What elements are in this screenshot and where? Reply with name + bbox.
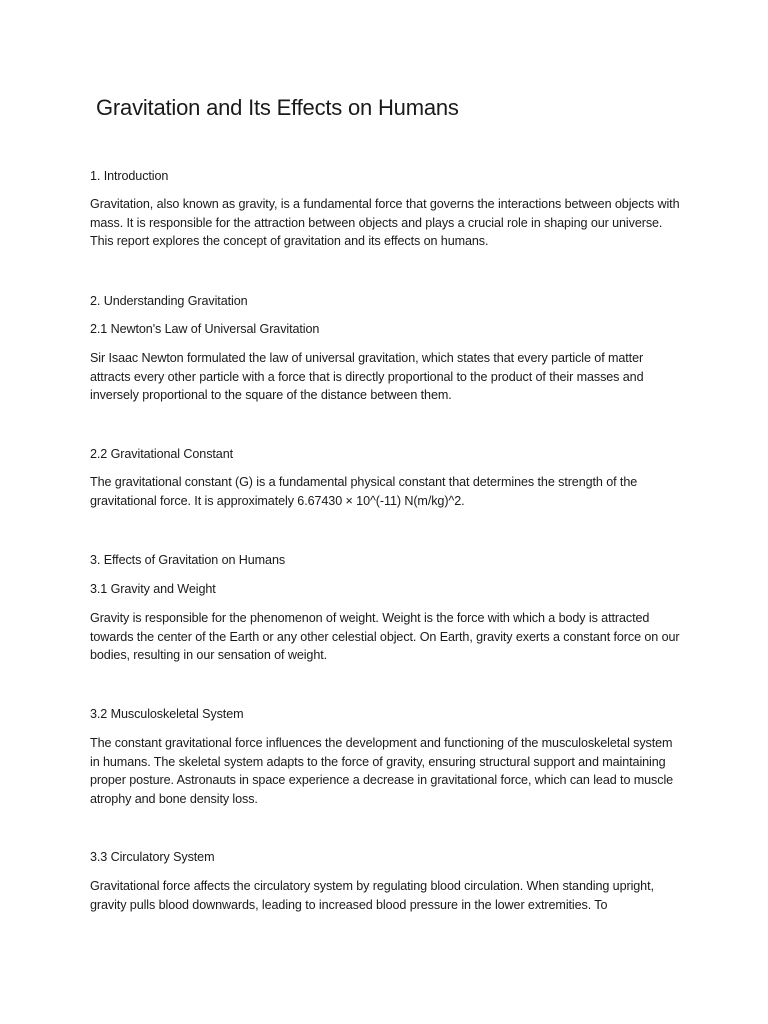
- section-paragraph-introduction: Gravitation, also known as gravity, is a fundamental force that governs the interactions between objects with mass. It is responsible for the attraction between objects and plays a crucial role in shaping our universe. This report explores the concept of gravitation and its effects on humans.: [90, 197, 680, 249]
- section-paragraph-gravitational-constant: The gravitational constant (G) is a fundamental physical constant that determines the strength of the gravitational force. It is approximately 6.67430 × 10^(-11) N(m/kg)^2.: [90, 475, 638, 508]
- section-paragraph-newtons-law: Sir Isaac Newton formulated the law of universal gravitation, which states that every particle of matter attracts every other particle with a force that is directly proportional to the product of their masses and inversely proportional to the square of the distance between them.: [90, 351, 644, 403]
- section-paragraph-musculoskeletal-system: The constant gravitational force influences the development and functioning of the musculoskeletal system in humans. The skeletal system adapts to the force of gravity, ensuring structural support and maintaining proper posture. Astronauts in space experience a decrease in gravitational force, which can lead to muscle atrophy and bone density loss.: [90, 736, 674, 807]
- section-heading-newtons-law: 2.1 Newton's Law of Universal Gravitation: [90, 322, 320, 336]
- section-heading-musculoskeletal-system: 3.2 Musculoskeletal System: [90, 707, 244, 721]
- section-paragraph-circulatory-system: Gravitational force affects the circulatory system by regulating blood circulation. When standing upright, gravity pulls blood downwards, leading to increased blood pressure in the lower extremities. To: [90, 879, 654, 912]
- section-heading-gravity-and-weight: 3.1 Gravity and Weight: [90, 582, 216, 596]
- section-paragraph-gravity-and-weight: Gravity is responsible for the phenomenon of weight. Weight is the force with which a body is attracted towards the center of the Earth or any other celestial object. On Earth, gravity exerts a constant force on our bodies, resulting in our sensation of weight.: [90, 611, 680, 663]
- section-heading-effects-on-humans: 3. Effects of Gravitation on Humans: [90, 553, 286, 567]
- document-title: Gravitation and Its Effects on Humans: [96, 95, 459, 120]
- section-heading-circulatory-system: 3.3 Circulatory System: [90, 850, 215, 864]
- section-heading-gravitational-constant: 2.2 Gravitational Constant: [90, 447, 234, 461]
- section-heading-introduction: 1. Introduction: [90, 169, 169, 183]
- section-heading-understanding-gravitation: 2. Understanding Gravitation: [90, 294, 248, 308]
